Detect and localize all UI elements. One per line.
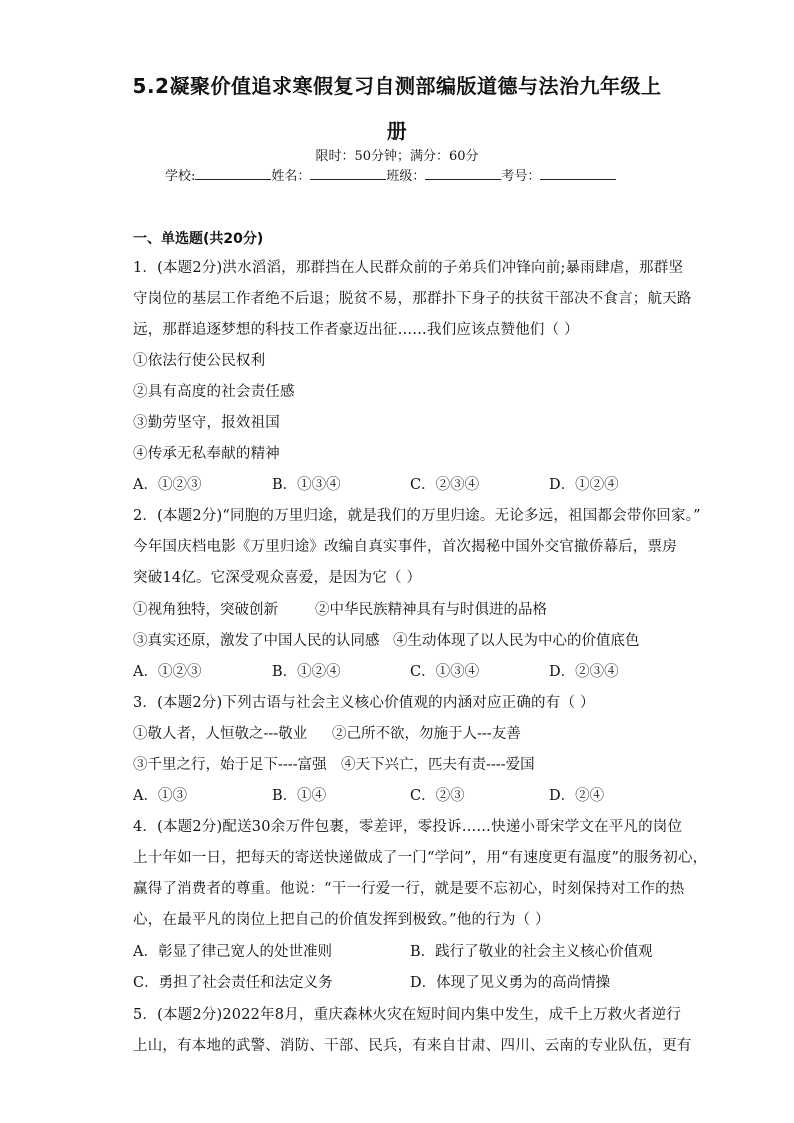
q1-stem-line: 守岗位的基层工作者绝不后退；脱贫不易，那群扑下身子的扶贫干部决不食言；航天路: [133, 291, 692, 307]
q3-option-c[interactable]: C．②③: [410, 788, 465, 804]
q4-option-d[interactable]: D．体现了见义勇为的高尚情操: [410, 975, 611, 991]
q2-option-b[interactable]: B．①②④: [272, 664, 341, 680]
q3-option-d[interactable]: D．②④: [549, 788, 605, 804]
q2-item: ③真实还原，激发了中国人民的认同感: [133, 633, 380, 649]
school-label: 学校:: [165, 169, 196, 184]
q3-item: ④天下兴亡，匹夫有责----爱国: [341, 757, 535, 773]
q1-stem-line: 远，那群追逐梦想的科技工作者豪迈出征……我们应该点赞他们（ ）: [133, 322, 579, 338]
name-blank[interactable]: [310, 165, 386, 180]
q1-option-b[interactable]: B．①③④: [272, 477, 341, 493]
q1-option-a[interactable]: A．①②③: [133, 477, 202, 493]
student-info-fields: [165, 165, 616, 184]
q2-stem-line: 突破14亿。它深受观众喜爱，是因为它（ ）: [133, 570, 422, 586]
q3-item: ③千里之行，始于足下----富强: [133, 757, 327, 773]
q3-option-b[interactable]: B．①④: [272, 788, 327, 804]
time-score-info: 限时：50分钟；满分：60分: [315, 149, 479, 164]
page-title-line2: 册: [386, 119, 408, 143]
q2-option-c[interactable]: C．①③④: [410, 664, 480, 680]
section-heading: 一、单选题(共20分): [133, 231, 264, 247]
number-blank[interactable]: [540, 165, 616, 180]
q1-option-c[interactable]: C．②③④: [410, 477, 480, 493]
number-label: 考号：: [501, 169, 541, 184]
q1-stem-line: 1．(本题2分)洪水滔滔，那群挡在人民群众前的子弟兵们冲锋向前;暴雨肆虐，那群坚: [133, 260, 684, 276]
name-label: 姓名：: [271, 169, 311, 184]
school-blank[interactable]: [195, 165, 271, 180]
q2-item: ②中华民族精神具有与时俱进的品格: [315, 602, 547, 618]
q4-stem-line: 心，在最平凡的岗位上把自己的价值发挥到极致。”他的行为（ ）: [133, 912, 550, 928]
class-label: 班级：: [386, 169, 426, 184]
q5-stem-line: 5．(本题2分)2022年8月，重庆森林火灾在短时间内集中发生，成千上万救火者逆行: [133, 1007, 682, 1023]
q3-option-a[interactable]: A．①③: [133, 788, 187, 804]
q4-stem-line: 4．(本题2分)配送30余万件包裹，零差评，零投诉……快递小哥宋学文在平凡的岗位: [133, 819, 683, 835]
page-title-line1: 5.2凝聚价值追求寒假复习自测部编版道德与法治九年级上: [132, 74, 662, 98]
q1-item: ④传承无私奉献的精神: [133, 446, 280, 462]
q4-stem-line: 上十年如一日，把每天的寄送快递做成了一门“学问”，用“有速度更有温度”的服务初心，: [133, 850, 708, 866]
q2-option-a[interactable]: A．①②③: [133, 664, 202, 680]
q2-item: ④生动体现了以人民为中心的价值底色: [393, 633, 640, 649]
q1-item: ①依法行使公民权利: [133, 353, 266, 369]
q2-item: ①视角独特，突破创新: [133, 602, 278, 618]
q4-option-a[interactable]: A．彰显了律己宽人的处世准则: [133, 944, 332, 960]
q3-stem-line: 3．(本题2分)下列古语与社会主义核心价值观的内涵对应正确的有（ ）: [133, 695, 595, 711]
q1-item: ②具有高度的社会责任感: [133, 384, 295, 400]
q3-item: ①敬人者，人恒敬之---敬业: [133, 726, 308, 742]
q3-item: ②己所不欲，勿施于人---友善: [332, 726, 521, 742]
q4-option-c[interactable]: C．勇担了社会责任和法定义务: [133, 975, 333, 991]
q4-option-b[interactable]: B．践行了敬业的社会主义核心价值观: [410, 944, 653, 960]
q1-item: ③勤劳坚守，报效祖国: [133, 415, 280, 431]
q1-option-d[interactable]: D．①②④: [549, 477, 619, 493]
q4-stem-line: 赢得了消费者的尊重。他说：“干一行爱一行，就是要不忘初心，时刻保持对工作的热: [133, 881, 685, 897]
q2-option-d[interactable]: D．②③④: [549, 664, 619, 680]
q2-stem-line: 2．(本题2分)“同胞的万里归途，就是我们的万里归途。无论多远，祖国都会带你回家。”: [133, 508, 701, 524]
class-blank[interactable]: [425, 165, 501, 180]
q5-stem-line: 上山，有本地的武警、消防、干部、民兵，有来自甘肃、四川、云南的专业队伍，更有: [133, 1038, 692, 1054]
q2-stem-line: 今年国庆档电影《万里归途》改编自真实事件，首次揭秘中国外交官撤侨幕后，票房: [133, 539, 677, 555]
